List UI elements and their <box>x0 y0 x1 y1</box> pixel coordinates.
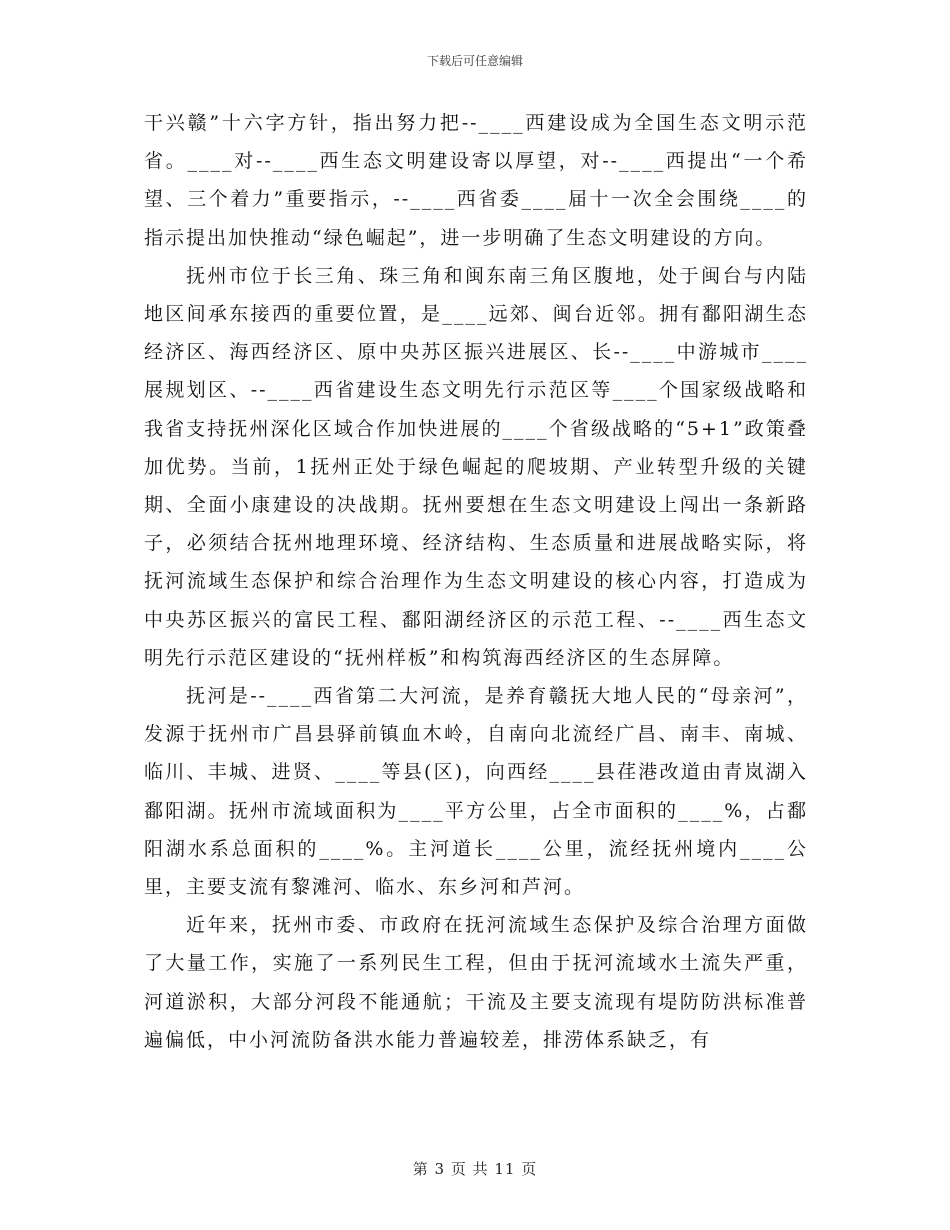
page-number: 第 3 页 共 11 页 <box>412 1160 538 1178</box>
paragraph-3: 抚河是--____西省第二大河流，是养育赣抚大地人民的“母亲河”，发源于抚州市广昌县驿前镇血木岭，自南向北流经广昌、南丰、南城、临川、丰城、进贤、____等县(区)，向西经____县荏港改道由青岚湖入鄱阳湖。抚州市流域面积为____平方公里，占全市面积的____%，占鄱阳湖水系总面积的____%。主河道长____公里，流经抚州境内____公里，主要支流有黎滩河、临水、东乡河和芦河。 <box>144 685 808 899</box>
paragraph-1: 干兴赣”十六字方针，指出努力把--____西建设成为全国生态文明示范省。____对--____西生态文明建设寄以厚望，对--____西提出“一个希望、三个着力”重要指示，--____西省委____届十一次全会围绕____的指示提出加快推动“绿色崛起”，进一步明确了生态文明建设的方向。 <box>144 112 808 249</box>
page-header: 下载后可任意编辑 <box>426 54 523 68</box>
paragraph-2: 抚州市位于长三角、珠三角和闽东南三角区腹地，处于闽台与内陆地区间承东接西的重要位置，是____远郊、闽台近邻。拥有鄱阳湖生态经济区、海西经济区、原中央苏区振兴进展区、长--____中游城市____展规划区、--____西省建设生态文明先行示范区等____个国家级战略和我省支持抚州深化区域合作加快进展的____个省级战略的“5+1”政策叠加优势。当前，1抚州正处于绿色崛起的爬坡期、产业转型升级的关键期、全面小康建设的决战期。抚州要想在生态文明建设上闯出一条新路子，必须结合抚州地理环境、经济结构、生态质量和进展战略实际，将抚河流域生态保护和综合治理作为生态文明建设的核心内容，打造成为中央苏区振兴的富民工程、鄱阳湖经济区的示范工程、--____西生态文明先行示范区建设的“抚州样板”和构筑海西经济区的生态屏障。 <box>144 264 808 669</box>
paragraph-4: 近年来，抚州市委、市政府在抚河流域生态保护及综合治理方面做了大量工作，实施了一系列民生工程，但由于抚河流域水土流失严重，河道淤积，大部分河段不能通航；干流及主要支流现有堤防防洪标准普遍偏低，中小河流防备洪水能力普遍较差，排涝体系缺乏，有 <box>144 914 808 1051</box>
document-body <box>144 104 808 1059</box>
